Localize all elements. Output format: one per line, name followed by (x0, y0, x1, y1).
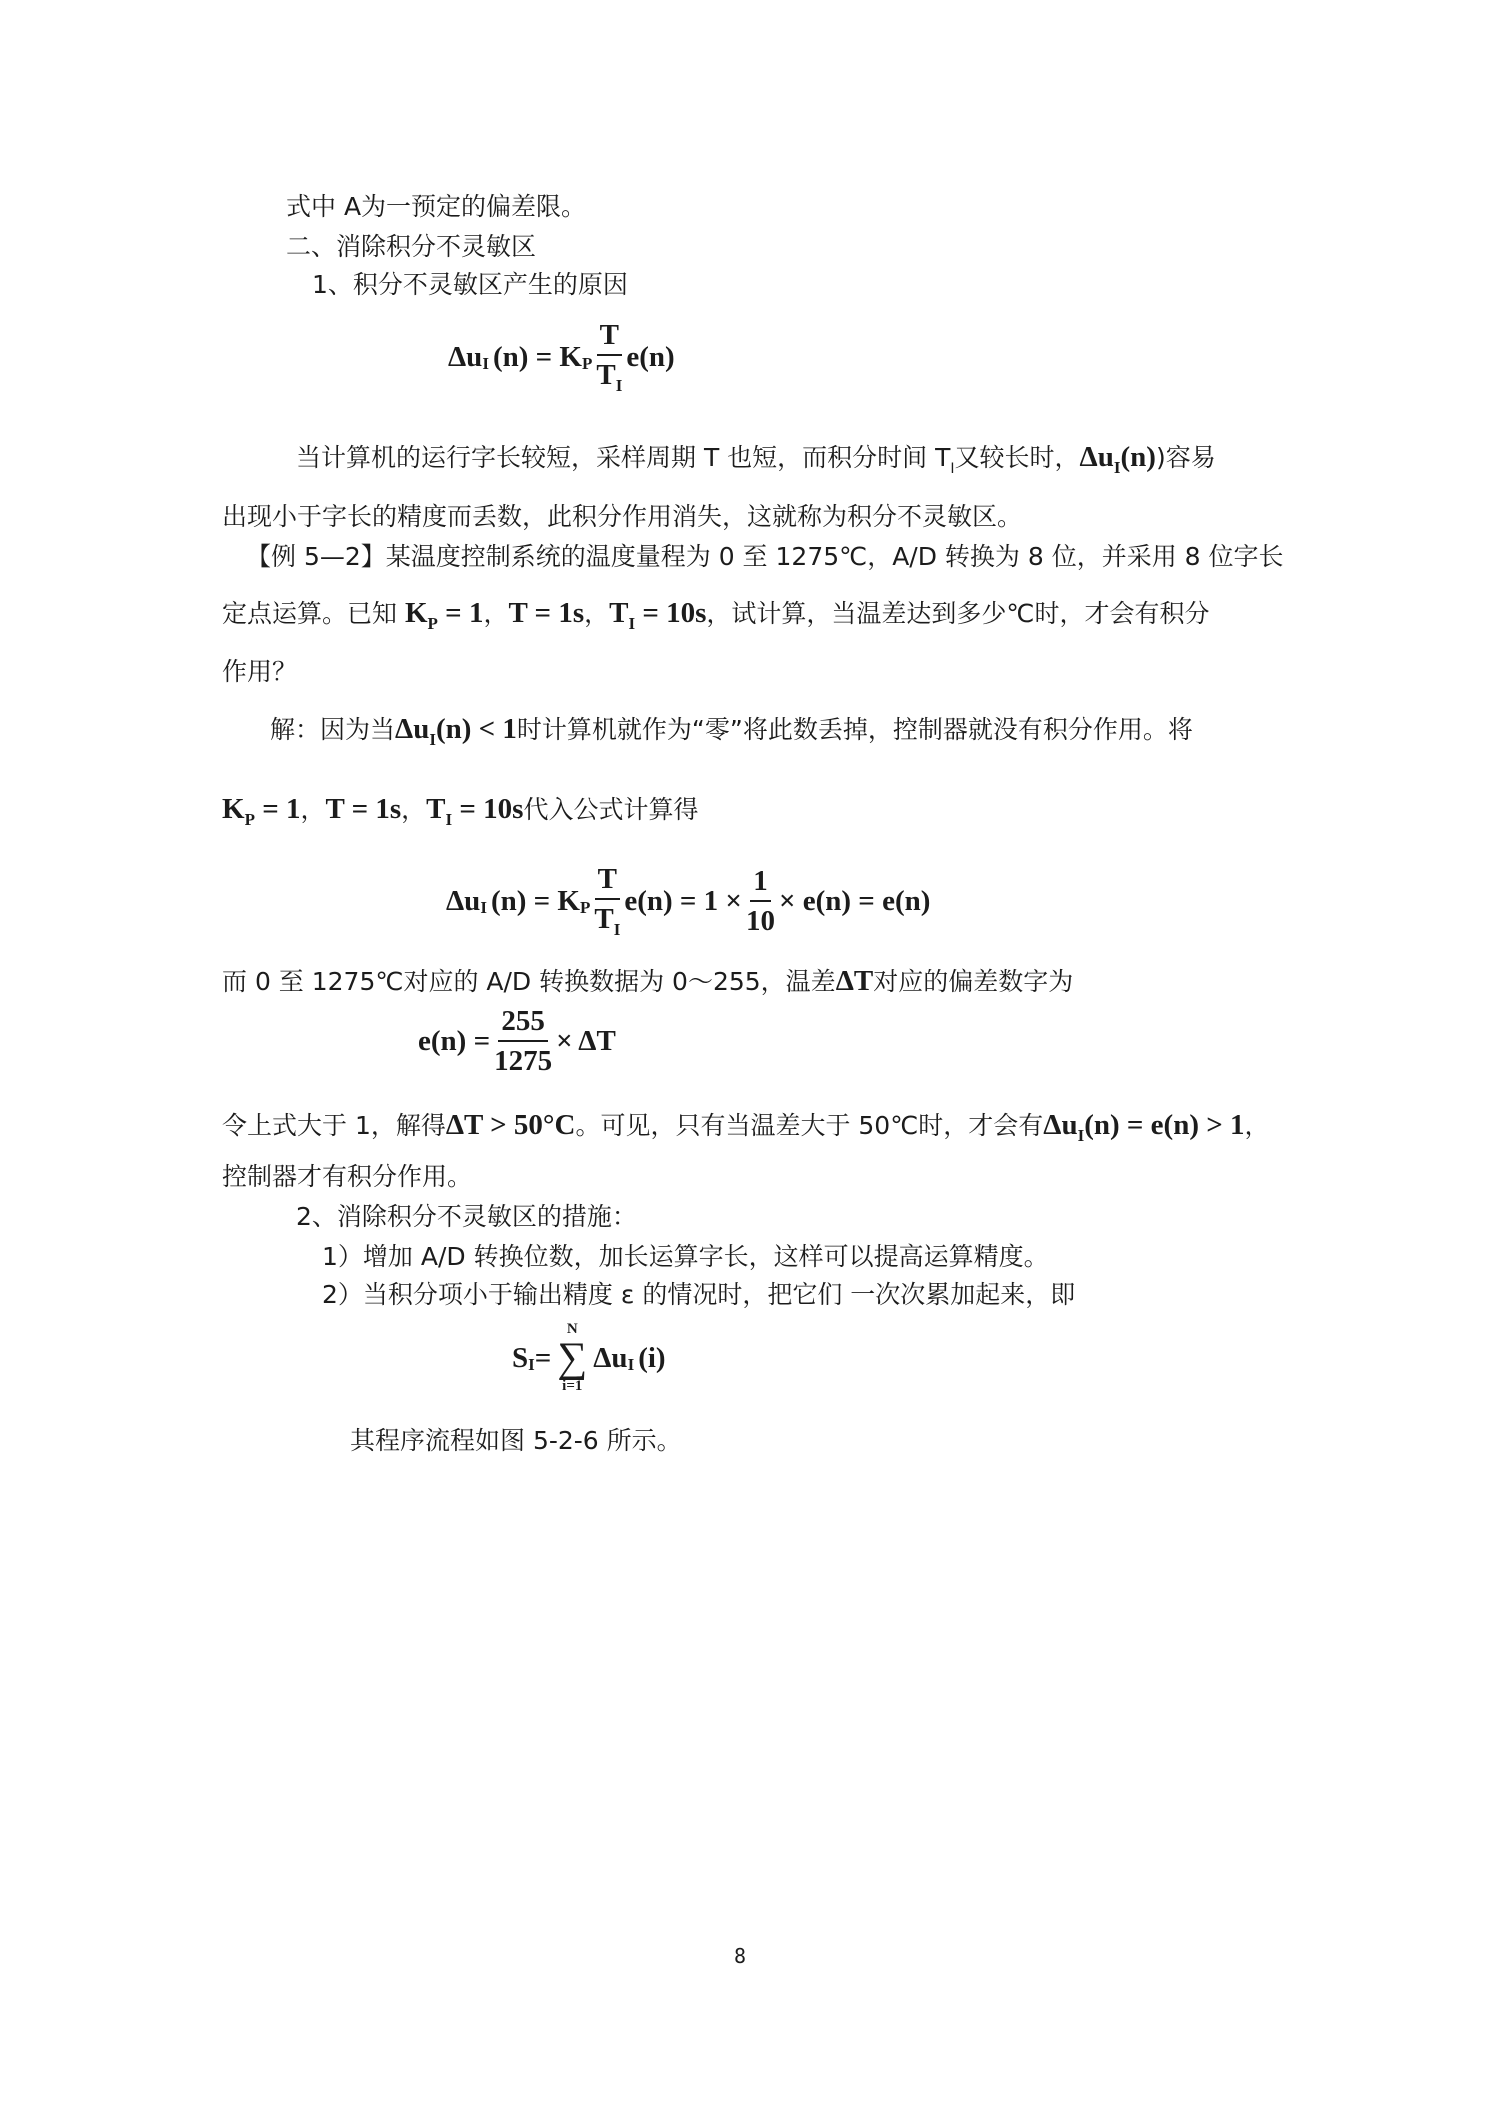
eq1-lhs-sub: I (482, 354, 489, 373)
solution-line-2: $K_P = 1$，T = 1s，$T_I = 10s$代入公式计算得 (222, 793, 699, 829)
summation-symbol: N ∑ i=1 (557, 1321, 588, 1394)
eq1-denominator: $T_I$ (596, 359, 623, 395)
eq3-fraction: $\frac{255}{1275}$ (494, 1005, 553, 1077)
equation-4: S I = N ∑ i=1 Δu I (i) (512, 1321, 666, 1394)
eq1-kp-sub: P (581, 354, 593, 373)
eq2-fraction-2: $\frac{1}{10}$ (745, 865, 775, 937)
example-line-2: 定点运算。已知 $K_P = 1$，T = 1s，$T_I = 10s$，试计算，当温差达到多少℃时，才会有积分 (222, 597, 1210, 633)
equation-1 (448, 318, 675, 396)
eq1-fraction (596, 318, 622, 396)
eq1-tail: e(n) (626, 340, 675, 373)
list-item-1: 1）增加 A/D 转换位数，加长运算字长，这样可以提高运算精度。 (322, 1242, 1049, 1271)
solution-line-1: 解：因为当$\Delta u_I(n) < 1$时计算机就作为“零”将此数丢掉，控制器就没有积分作用。将 (270, 713, 1193, 749)
example-line-1: 【例 5—2】某温度控制系统的温度量程为 0 至 1275℃，A/D 转换为 8 位，并采用 8 位字长 (246, 542, 1284, 571)
eq1-lhs: Δu (448, 340, 483, 373)
text-line-deviation-limit: 式中 A为一预定的偏差限。 (286, 192, 587, 221)
eq1-mid: (n) = K (492, 340, 582, 373)
eq1-numerator: T (597, 318, 622, 356)
eq2-fraction-1: $\frac{T}{T_I}$ (594, 863, 621, 939)
paragraph-1-line-1: 当计算机的运行字长较短，采样周期 T 也短，而积分时间 $T_I$又较长时，$\Delta u_I(n)$)容易 (296, 441, 1216, 477)
equation-2: Δu I (n) = K P $\frac{T}{T_I}$ e(n) = 1 × $\frac{1}{10}$ × e(n) = e(n) (446, 863, 931, 939)
subheading-1: 1、积分不灵敏区产生的原因 (312, 270, 628, 299)
section-heading-2: 二、消除积分不灵敏区 (286, 232, 537, 261)
equation-3: e(n) = $\frac{255}{1275}$ × ΔT (418, 1005, 616, 1077)
paragraph-1-line-2: 出现小于字长的精度而丢数，此积分作用消失，这就称为积分不灵敏区。 (222, 502, 1023, 531)
subheading-2: 2、消除积分不灵敏区的措施： (296, 1202, 637, 1231)
paragraph-2: 而 0 至 1275℃对应的 A/D 转换数据为 0～255，温差ΔT对应的偏差数字为 (222, 965, 1074, 997)
paragraph-3-line-1: 令上式大于 1，解得ΔT > 50°C。可见，只有当温差大于 50℃时，才会有$\Delta u_I(n) = e(n) > 1$， (222, 1109, 1270, 1145)
paragraph-3-line-2: 控制器才有积分作用。 (222, 1162, 473, 1191)
flowchart-reference: 其程序流程如图 5-2-6 所示。 (350, 1426, 682, 1455)
example-line-3: 作用？ (222, 657, 298, 686)
page-number: 8 (734, 1944, 747, 1968)
list-item-2: 2）当积分项小于输出精度 ε 的情况时，把它们 一次次累加起来，即 (322, 1280, 1076, 1309)
